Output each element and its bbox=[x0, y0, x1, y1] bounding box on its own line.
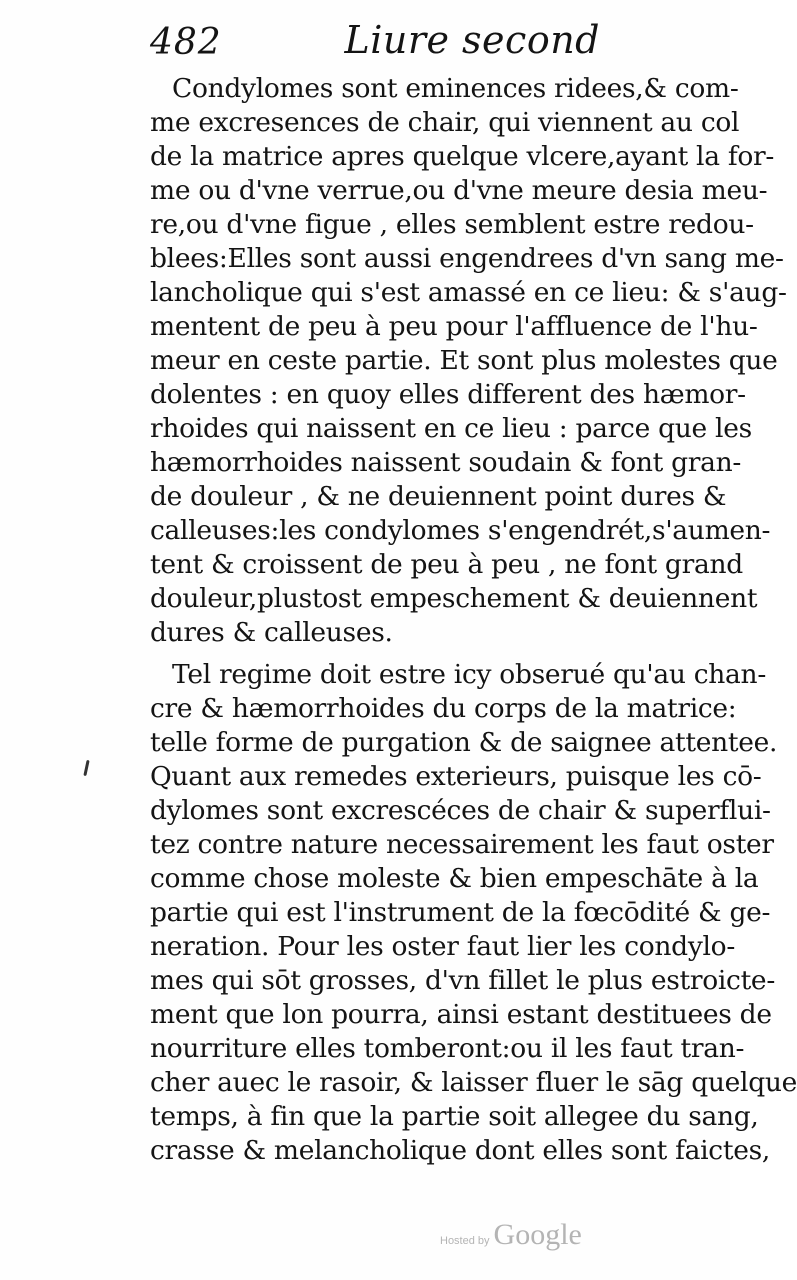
text-line: re,ou d'vne figue , elles semblent estre redou- bbox=[150, 209, 754, 240]
text-line: de la matrice apres quelque vlcere,ayant la for- bbox=[150, 141, 775, 172]
text-line: nourriture elles tomberont:ou il les faut tran- bbox=[150, 1033, 745, 1064]
text-line: crasse & melancholique dont elles sont faictes, bbox=[150, 1135, 770, 1166]
ink-mark bbox=[83, 760, 89, 776]
text-line: rhoides qui naissent en ce lieu : parce que les bbox=[150, 413, 752, 444]
text-line: calleuses:les condylomes s'engendrét,s'aumen- bbox=[150, 515, 771, 546]
text-line: Condylomes sont eminences ridees,& com- bbox=[172, 73, 739, 104]
text-line: lancholique qui s'est amassé en ce lieu: & s'aug- bbox=[150, 277, 787, 308]
text-line: meur en ceste partie. Et sont plus molestes que bbox=[150, 345, 778, 376]
google-logo: Google bbox=[493, 1218, 582, 1251]
text-line: telle forme de purgation & de saignee attentee. bbox=[150, 727, 778, 758]
text-line: ment que lon pourra, ainsi estant destituees de bbox=[150, 999, 772, 1030]
text-line: tez contre nature necessairement les faut oster bbox=[150, 829, 774, 860]
text-line: dylomes sont excrescéces de chair & superflui- bbox=[150, 795, 771, 826]
text-line: partie qui est l'instrument de la fœcōdité & ge- bbox=[150, 897, 771, 928]
text-line: dolentes : en quoy elles different des hæmor- bbox=[150, 379, 746, 410]
text-line: Tel regime doit estre icy obserué qu'au chan- bbox=[172, 659, 766, 690]
text-line: mes qui sōt grosses, d'vn fillet le plus estroictе- bbox=[150, 965, 775, 996]
paragraph-2 bbox=[150, 658, 797, 1168]
watermark-prefix: Hosted by bbox=[440, 1235, 490, 1247]
text-line: mentent de peu à peu pour l'affluence de l'hu- bbox=[150, 311, 758, 342]
text-line: hæmorrhoides naissent soudain & font gran- bbox=[150, 447, 742, 478]
text-line: neration. Pour les oster faut lier les condylo- bbox=[150, 931, 735, 962]
text-line: me excresences de chair, qui viennent au col bbox=[150, 107, 740, 138]
paragraph-1 bbox=[150, 72, 787, 650]
text-line: temps, à fin que la partie soit allegee du sang, bbox=[150, 1101, 759, 1132]
google-watermark bbox=[440, 1218, 582, 1252]
page-number: 482 bbox=[150, 22, 222, 63]
text-line: Quant aux remedes exterieurs, puisque les cō- bbox=[150, 761, 762, 792]
running-head: Liure second bbox=[344, 18, 600, 62]
text-line: me ou d'vne verrue,ou d'vne meure desia meu- bbox=[150, 175, 768, 206]
text-line: dures & calleuses. bbox=[150, 617, 393, 648]
text-line: comme chose moleste & bien empeschāte à la bbox=[150, 863, 759, 894]
text-line: cher auec le rasoir, & laisser fluer le sāg quelque bbox=[150, 1067, 797, 1098]
text-line: blees:Elles sont aussi engendrees d'vn sang me- bbox=[150, 243, 784, 274]
text-line: tent & croissent de peu à peu , ne font grand bbox=[150, 549, 743, 580]
page-header bbox=[150, 18, 600, 68]
text-line: de douleur , & ne deuiennent point dures & bbox=[150, 481, 727, 512]
text-line: douleur,plustost empeschement & deuiennent bbox=[150, 583, 758, 614]
paragraph-gap bbox=[150, 650, 715, 658]
body-text bbox=[150, 72, 797, 1168]
text-line: cre & hæmorrhoides du corps de la matrice: bbox=[150, 693, 737, 724]
